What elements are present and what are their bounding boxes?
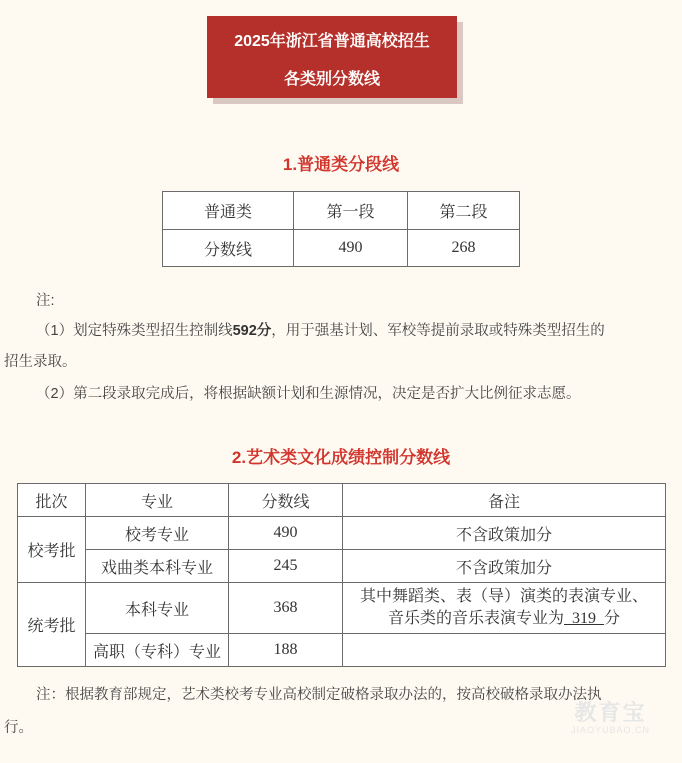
table1-score-second: 268 [408,230,520,267]
table1-header-second: 第二段 [408,192,520,230]
table1-row-label: 分数线 [163,230,294,267]
banner-title-line2: 各类别分数线 [283,71,380,88]
table-row-major: 本科专业 [86,583,229,634]
watermark-url: JIAOYUBAO.CN [570,725,650,735]
notes-label: 注: [36,293,55,309]
table2-header-major: 专业 [86,484,229,517]
note-dance-line2 [343,608,665,630]
section2-table [17,483,666,667]
title-banner [207,16,457,98]
section2-title: 2.艺术类文化成绩控制分数线 [231,448,451,467]
footnote-line1: 注：根据教育部规定，艺术类校考专业高校制定破格录取办法的，按高校破格录取办法执 [36,687,602,703]
note-2: （2）第二段录取完成后，将根据缺额计划和生源情况，决定是否扩大比例征求志愿。 [36,386,581,402]
section1-title: 1.普通类分段线 [282,155,400,174]
section1-table [162,191,520,267]
footnote-line2: 行。 [4,720,33,736]
note-music-text: 音乐类的音乐表演专业为 [387,610,564,627]
table2-header-score: 分数线 [229,484,343,517]
note-music-score-value: 319 [572,610,596,627]
note-1-post: ，用于强基计划、军校等提前录取或特殊类型招生的 [271,323,605,339]
note-1-pre: （1）划定特殊类型招生控制线 [36,323,233,339]
table-row-note [343,583,666,634]
table-row-score: 490 [229,517,343,550]
table1-header-type: 普通类 [163,192,294,230]
table1-header-first: 第一段 [294,192,408,230]
note-1-continued: 招生录取。 [4,354,77,370]
batch-school-exam: 校考批 [18,517,86,583]
note-dance-line1: 其中舞蹈类、表（导）演类的表演专业、 [359,588,648,605]
table2-header-batch: 批次 [18,484,86,517]
note-1-score: 592分 [232,323,272,339]
watermark-text: 教育宝 [574,700,647,725]
table-row-note: 不含政策加分 [343,550,666,583]
note-music-unit: 分 [604,610,621,627]
table-row-note [343,634,666,667]
watermark-logo [548,696,673,735]
table-row-score: 188 [229,634,343,667]
table-row-major: 戏曲类本科专业 [86,550,229,583]
table-row-score: 368 [229,583,343,634]
table-row-major: 校考专业 [86,517,229,550]
banner-title-line1: 2025年浙江省普通高校招生 [234,33,430,50]
table-row-note: 不含政策加分 [343,517,666,550]
table1-score-first: 490 [294,230,408,267]
table-row-major: 高职（专科）专业 [86,634,229,667]
table2-header-note: 备注 [343,484,666,517]
table-row-score: 245 [229,550,343,583]
batch-unified-exam: 统考批 [18,583,86,667]
note-music-score [564,610,604,627]
note-1 [36,319,682,340]
